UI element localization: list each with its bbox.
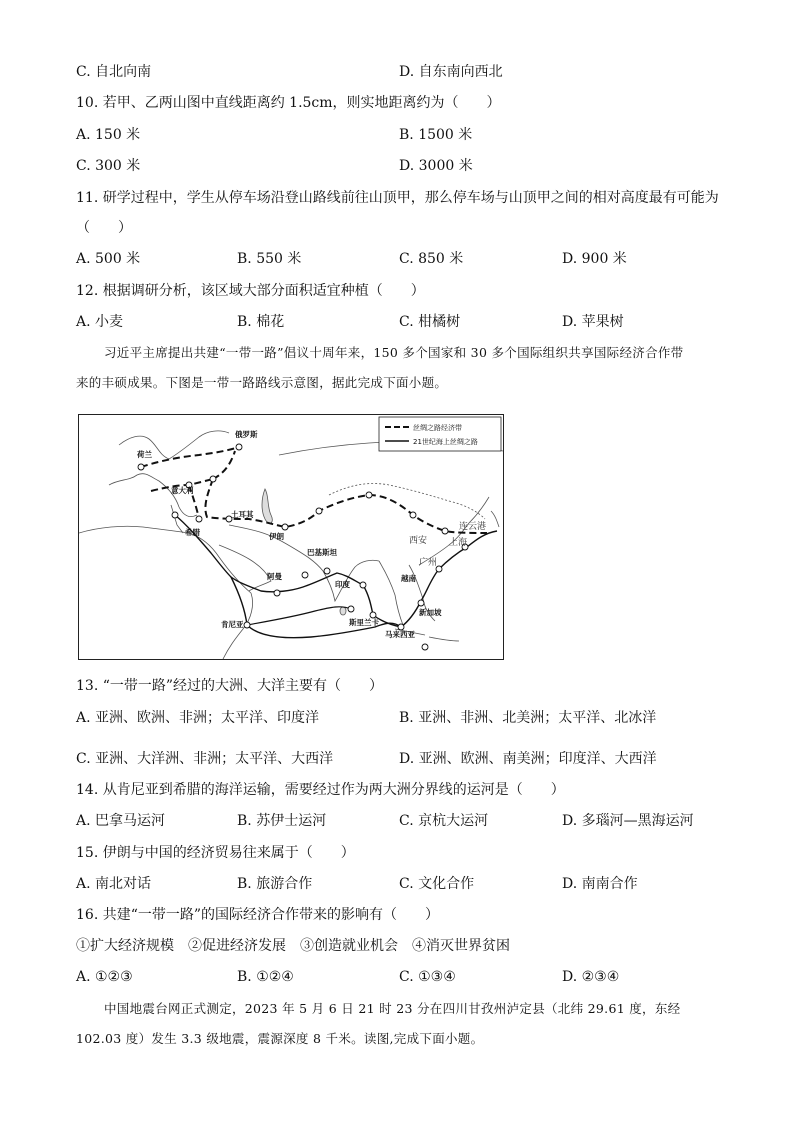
q16-option-c[interactable]: C. ①③④ (399, 969, 456, 985)
label-turkey: 土耳其 (231, 510, 254, 519)
q16-option-d[interactable]: D. ②③④ (562, 969, 620, 985)
label-shanghai: 上海 (449, 538, 468, 548)
q12-option-d[interactable]: D. 苹果树 (562, 314, 624, 330)
q11-stem: 11. 研学过程中，学生从停车场沿登山路线前往山顶甲，那么停车场与山顶甲之间的相对高度最有可能为 (76, 190, 719, 206)
q15-stem: 15. 伊朗与中国的经济贸易往来属于（ ） (76, 845, 355, 861)
q12-option-b[interactable]: B. 棉花 (237, 314, 285, 330)
passage-earthquake-line1: 中国地震台网正式测定，2023 年 5 月 6 日 21 时 23 分在四川甘孜州泸定县（北纬 29.61 度，东经 (104, 1001, 681, 1016)
q13-option-d[interactable]: D. 亚洲、欧洲、南美洲；印度洋、大西洋 (399, 751, 657, 767)
q11-option-b[interactable]: B. 550 米 (237, 251, 302, 267)
q15-option-c[interactable]: C. 文化合作 (399, 876, 475, 892)
label-india: 印度 (335, 580, 350, 589)
q10-stem: 10. 若甲、乙两山图中直线距离约 1.5cm，则实地距离约为（ ） (76, 95, 501, 111)
q16-stem: 16. 共建“一带一路”的国际经济合作带来的影响有（ ） (76, 907, 440, 923)
passage-earthquake-line2: 102.03 度）发生 3.3 级地震，震源深度 8 千米。读图,完成下面小题。 (76, 1031, 484, 1046)
q10-option-c[interactable]: C. 300 米 (76, 158, 141, 174)
q12-stem: 12. 根据调研分析，该区域大部分面积适宜种植（ ） (76, 283, 425, 299)
label-oman: 阿曼 (267, 572, 282, 581)
label-vietnam: 越南 (401, 574, 416, 583)
q14-option-d[interactable]: D. 多瑙河—黑海运河 (562, 813, 694, 829)
q13-option-c[interactable]: C. 亚洲、大洋洲、非洲；太平洋、大西洋 (76, 751, 334, 767)
q11-option-a[interactable]: A. 500 米 (76, 251, 141, 267)
q15-option-b[interactable]: B. 旅游合作 (237, 876, 313, 892)
label-malaysia: 马来西亚 (385, 630, 415, 639)
q10-option-b[interactable]: B. 1500 米 (399, 127, 473, 143)
q11-option-d[interactable]: D. 900 米 (562, 251, 627, 267)
label-guangzhou: 广州 (419, 558, 438, 568)
legend-maritime-road: 21世纪海上丝绸之路 (413, 438, 478, 446)
q11-option-c[interactable]: C. 850 米 (399, 251, 464, 267)
belt-and-road-map (78, 414, 504, 660)
label-sri-lanka: 斯里兰卡 (349, 618, 379, 627)
q9-option-d[interactable]: D. 自东南向西北 (399, 64, 503, 80)
label-xian: 西安 (409, 536, 428, 546)
passage-belt-road-line1: 习近平主席提出共建“一带一路”倡议十周年来，150 多个国家和 30 多个国际组织共享国际经济合作带 (104, 345, 684, 360)
passage-belt-road-line2: 来的丰硕成果。下图是一带一路路线示意图，据此完成下面小题。 (76, 375, 448, 390)
q13-option-b[interactable]: B. 亚洲、非洲、北美洲；太平洋、北冰洋 (399, 710, 657, 726)
q10-option-a[interactable]: A. 150 米 (76, 127, 141, 143)
map-legend (379, 417, 501, 451)
label-pakistan: 巴基斯坦 (307, 548, 337, 557)
q14-option-a[interactable]: A. 巴拿马运河 (76, 813, 166, 829)
q16-option-b[interactable]: B. ①②④ (237, 969, 294, 985)
legend-land-belt: 丝绸之路经济带 (413, 424, 462, 432)
label-lianyungang: 连云港 (459, 522, 487, 532)
q12-option-a[interactable]: A. 小麦 (76, 314, 124, 330)
label-iran: 伊朗 (269, 532, 284, 541)
label-netherlands: 荷兰 (137, 450, 152, 459)
q13-stem: 13. “一带一路”经过的大洲、大洋主要有（ ） (76, 678, 384, 694)
q14-option-c[interactable]: C. 京杭大运河 (399, 813, 489, 829)
q9-option-c[interactable]: C. 自北向南 (76, 64, 152, 80)
q13-option-a[interactable]: A. 亚洲、欧洲、非洲；太平洋、印度洋 (76, 710, 320, 726)
q10-option-d[interactable]: D. 3000 米 (399, 158, 473, 174)
label-kenya: 肯尼亚 (221, 620, 244, 629)
label-italy: 意大利 (171, 486, 194, 495)
q15-option-a[interactable]: A. 南北对话 (76, 876, 152, 892)
label-greece: 希腊 (185, 528, 200, 537)
label-singapore: 新加坡 (419, 608, 442, 617)
q14-stem: 14. 从肯尼亚到希腊的海洋运输，需要经过作为两大洲分界线的运河是（ ） (76, 782, 565, 798)
q15-option-d[interactable]: D. 南南合作 (562, 876, 638, 892)
q12-option-c[interactable]: C. 柑橘树 (399, 314, 461, 330)
q11-stem-paren: （ ） (76, 220, 132, 236)
q16-statements: ①扩大经济规模 ②促进经济发展 ③创造就业机会 ④消灭世界贫困 (76, 938, 510, 954)
q14-option-b[interactable]: B. 苏伊士运河 (237, 813, 327, 829)
q16-option-a[interactable]: A. ①②③ (76, 969, 133, 985)
label-russia: 俄罗斯 (235, 430, 258, 439)
